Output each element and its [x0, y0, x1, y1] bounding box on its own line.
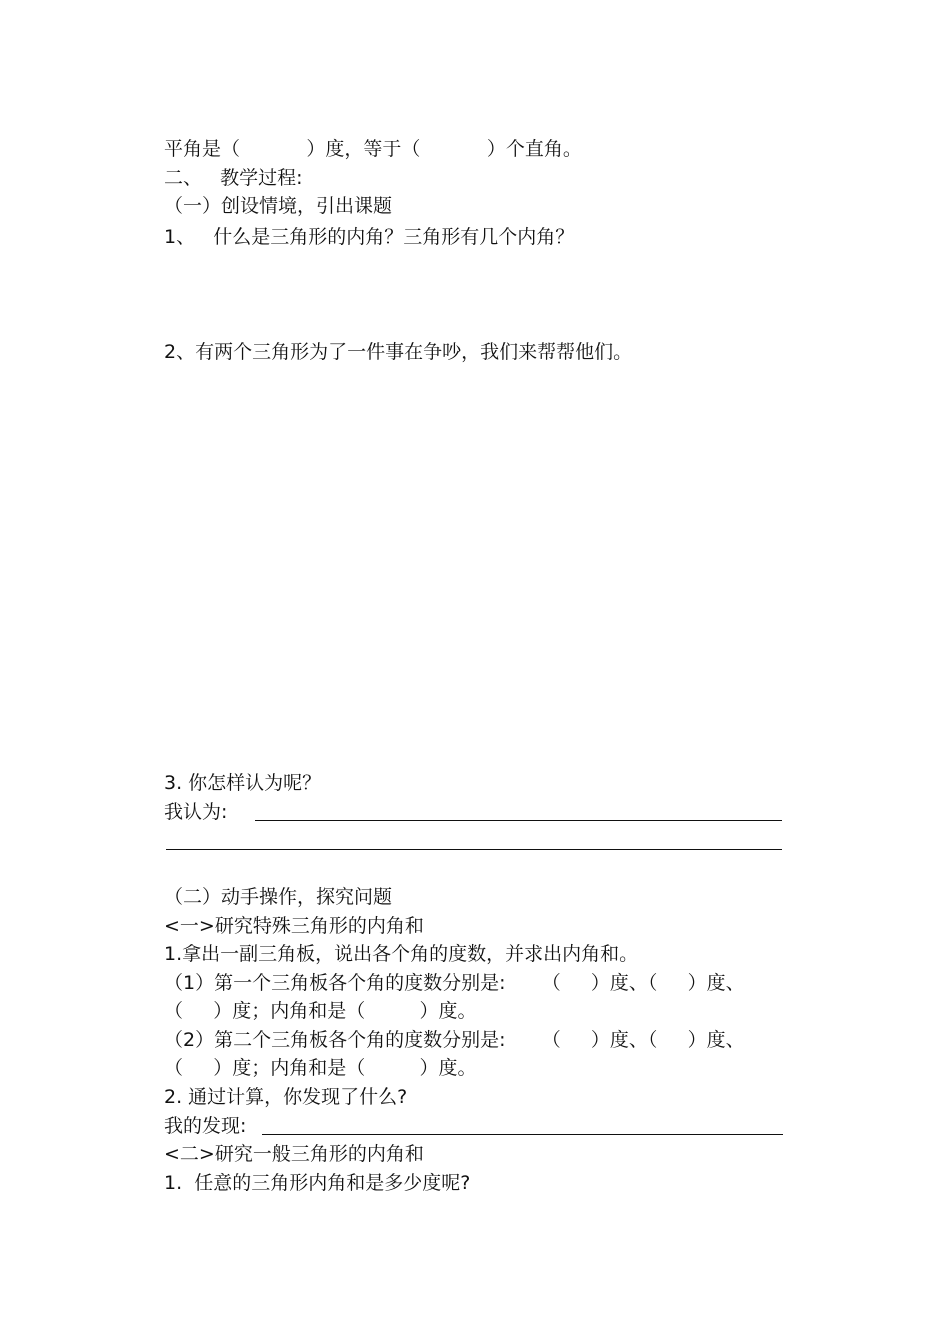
- answer-line[interactable]: [166, 849, 782, 850]
- fill-blank-second-set-square-sum: （ ）度；内角和是（ ）度。: [164, 1057, 477, 1079]
- fill-blank-first-set-square-sum: （ ）度；内角和是（ ）度。: [164, 1000, 477, 1022]
- subsection-heading-hands-on: （二）动手操作，探究问题: [164, 886, 393, 908]
- section-heading-teaching-process: 二、 教学过程:: [164, 167, 303, 189]
- subsection-heading-create-situation: （一）创设情境，引出课题: [164, 195, 393, 217]
- fill-blank-first-set-square: （1）第一个三角板各个角的度数分别是: （ ）度、（ ）度、: [164, 972, 745, 994]
- answer-label-my-finding: 我的发现:: [164, 1115, 247, 1137]
- answer-line[interactable]: [262, 1134, 783, 1135]
- part-heading-special-triangles: <一>研究特殊三角形的内角和: [164, 915, 424, 937]
- answer-line[interactable]: [255, 820, 782, 821]
- question-any-triangle-sum: 1. 任意的三角形内角和是多少度呢?: [164, 1172, 471, 1194]
- question-what-did-you-find: 2. 通过计算，你发现了什么?: [164, 1086, 408, 1108]
- fill-blank-second-set-square: （2）第二个三角板各个角的度数分别是: （ ）度、（ ）度、: [164, 1029, 745, 1051]
- task-set-square-angles: 1.拿出一副三角板，说出各个角的度数，并求出内角和。: [164, 943, 639, 965]
- fill-blank-straight-angle: 平角是（ ）度，等于（ ）个直角。: [164, 138, 582, 160]
- part-heading-general-triangles: <二>研究一般三角形的内角和: [164, 1143, 424, 1165]
- question-interior-angle: 1、 什么是三角形的内角？三角形有几个内角？: [164, 226, 575, 248]
- question-two-triangles: 2、有两个三角形为了一件事在争吵，我们来帮帮他们。: [164, 341, 633, 363]
- answer-label-i-think: 我认为:: [164, 801, 228, 823]
- question-what-do-you-think: 3. 你怎样认为呢？: [164, 772, 322, 794]
